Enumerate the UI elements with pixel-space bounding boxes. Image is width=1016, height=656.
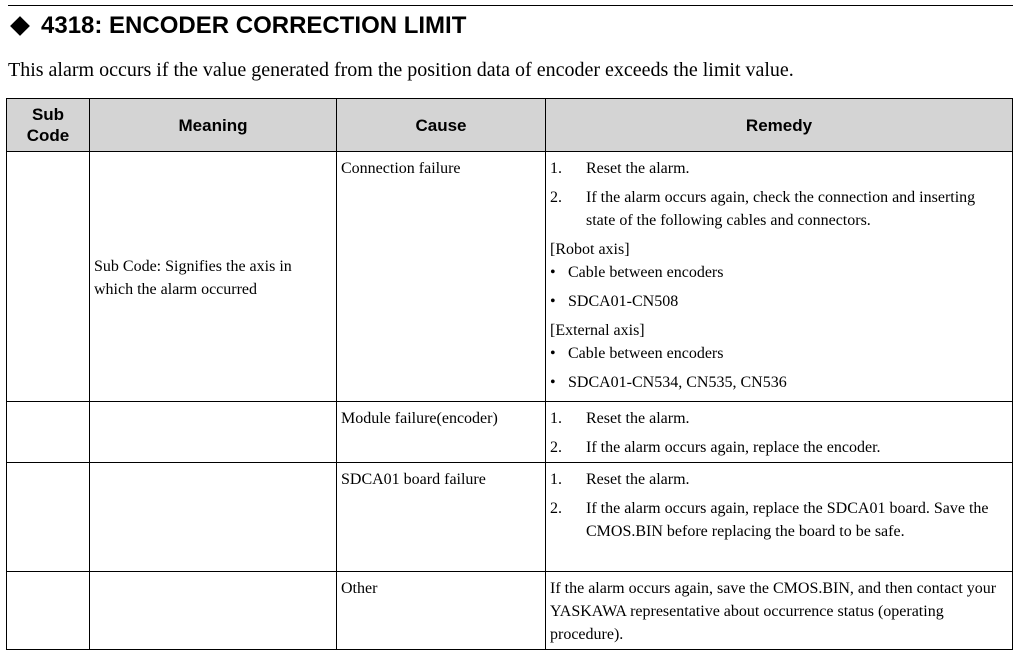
bullet-text: SDCA01-CN508 bbox=[568, 293, 679, 310]
remedy-step bbox=[550, 157, 1008, 180]
bullet-icon: • bbox=[550, 345, 556, 362]
meaning-cell bbox=[90, 402, 337, 463]
step-number: 1. bbox=[550, 471, 562, 488]
sub-code-cell bbox=[7, 152, 90, 402]
external-axis-title: [External axis] bbox=[550, 322, 645, 339]
remedy-step bbox=[550, 186, 1008, 232]
header-cause: Cause bbox=[337, 99, 546, 152]
bullet-text: Cable between encoders bbox=[568, 264, 724, 281]
table-row bbox=[7, 572, 1013, 650]
cause-cell: SDCA01 board failure bbox=[337, 463, 546, 572]
intro-text: This alarm occurs if the value generated from the position data of encoder exceeds the limit value. bbox=[8, 59, 794, 81]
alarm-table bbox=[6, 98, 1013, 650]
table-row bbox=[7, 152, 1013, 402]
bullet-icon: • bbox=[550, 264, 556, 281]
bullet-item bbox=[550, 261, 1008, 284]
sub-code-cell bbox=[7, 402, 90, 463]
bullet-item bbox=[550, 342, 1008, 365]
heading-title: 4318: ENCODER CORRECTION LIMIT bbox=[41, 12, 467, 39]
step-number: 2. bbox=[550, 439, 562, 456]
cause-cell: Connection failure bbox=[337, 152, 546, 402]
diamond-bullet-icon bbox=[10, 16, 30, 36]
top-rule bbox=[8, 5, 1013, 6]
meaning-cell bbox=[90, 572, 337, 650]
remedy-cell bbox=[546, 572, 1013, 650]
table-header-row bbox=[7, 99, 1013, 152]
meaning-cell bbox=[90, 463, 337, 572]
step-text: If the alarm occurs again, replace the SDCA01 board. Save the CMOS.BIN before replacing the board to be safe. bbox=[586, 500, 989, 540]
remedy-step bbox=[550, 407, 1008, 430]
remedy-text: If the alarm occurs again, save the CMOS.BIN, and then contact your YASKAWA representative about occurrence status (operating procedure). bbox=[550, 580, 997, 643]
header-meaning: Meaning bbox=[90, 99, 337, 152]
remedy-step bbox=[550, 497, 1008, 543]
step-number: 2. bbox=[550, 500, 562, 517]
table-row bbox=[7, 402, 1013, 463]
robot-axis-title: [Robot axis] bbox=[550, 241, 630, 258]
cause-cell: Other bbox=[337, 572, 546, 650]
remedy-step bbox=[550, 468, 1008, 491]
step-number: 1. bbox=[550, 160, 562, 177]
sub-code-cell bbox=[7, 572, 90, 650]
bullet-text: SDCA01-CN534, CN535, CN536 bbox=[568, 374, 787, 391]
bullet-item bbox=[550, 290, 1008, 313]
step-number: 1. bbox=[550, 410, 562, 427]
cause-cell: Module failure(encoder) bbox=[337, 402, 546, 463]
step-text: Reset the alarm. bbox=[586, 160, 690, 177]
meaning-cell: Sub Code: Signifies the axis in which the alarm occurred bbox=[90, 152, 337, 402]
sub-code-cell bbox=[7, 463, 90, 572]
step-text: Reset the alarm. bbox=[586, 410, 690, 427]
bullet-icon: • bbox=[550, 374, 556, 391]
bullet-item bbox=[550, 371, 1008, 394]
remedy-cell bbox=[546, 152, 1013, 402]
step-number: 2. bbox=[550, 189, 562, 206]
step-text: Reset the alarm. bbox=[586, 471, 690, 488]
section-heading bbox=[10, 11, 466, 41]
remedy-cell bbox=[546, 402, 1013, 463]
table-row bbox=[7, 463, 1013, 572]
remedy-step bbox=[550, 436, 1008, 459]
header-sub-code: Sub Code bbox=[7, 99, 90, 152]
header-remedy: Remedy bbox=[546, 99, 1013, 152]
step-text: If the alarm occurs again, check the connection and inserting state of the following cables and connectors. bbox=[586, 189, 976, 229]
bullet-icon: • bbox=[550, 293, 556, 310]
bullet-text: Cable between encoders bbox=[568, 345, 724, 362]
remedy-cell bbox=[546, 463, 1013, 572]
step-text: If the alarm occurs again, replace the encoder. bbox=[586, 439, 881, 456]
